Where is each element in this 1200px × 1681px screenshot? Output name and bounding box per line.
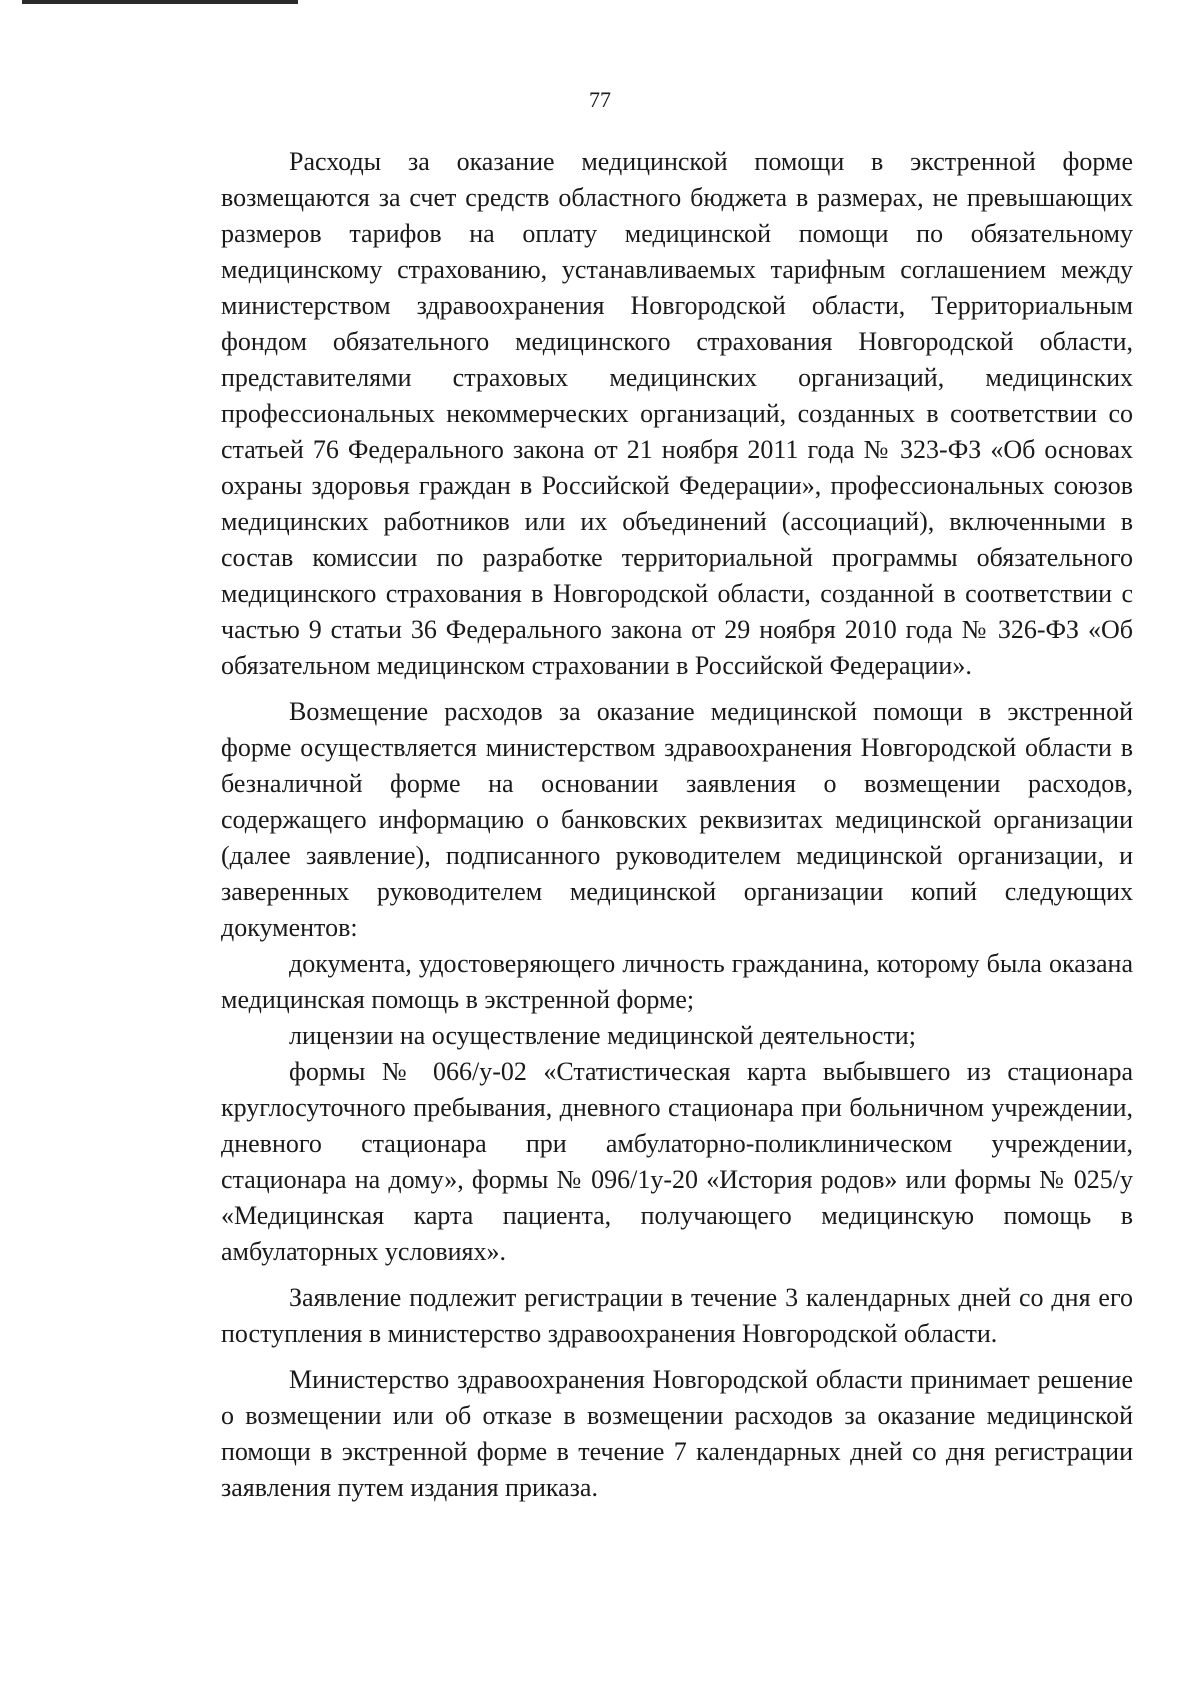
paragraph-registration: Заявление подлежит регистрации в течение 3 календарных дней со дня его поступления в министерство здравоохранения Новгородской области. (221, 1283, 1133, 1348)
list-item-identity-document: документа, удостоверяющего личность гражданина, которому была оказана медицинская помощь в экстренной форме; (221, 949, 1133, 1014)
paragraph-ministry-decision: Министерство здравоохранения Новгородской области принимает решение о возмещении или об отказе в возмещении расходов за оказание медицинской помощи в экстренной форме в течение 7 календарных дней со дня регистрации заявления путем издания приказа. (221, 1365, 1133, 1502)
list-item-medical-forms: формы № 066/у-02 «Статистическая карта выбывшего из стационара круглосуточного пребывания, дневного стационара при больничном учреждении, дневного стационара при амбулаторно-поликлиническом учреждении, стационара на дому», формы № 096/1у-20 «История родов» или формы № 025/у «Медицинская карта пациента, получающего медицинскую помощь в амбулаторных условиях». (221, 1057, 1133, 1266)
top-edge-rule (22, 0, 298, 4)
document-body (221, 144, 1133, 1506)
list-item-license: лицензии на осуществление медицинской деятельности; (289, 1021, 916, 1050)
page-number: 77 (589, 87, 611, 112)
paragraph-expense-reimbursement: Расходы за оказание медицинской помощи в экстренной форме возмещаются за счет средств областного бюджета в размерах, не превышающих размеров тарифов на оплату медицинской помощи по обязательному медицинскому страхованию, устанавливаемых тарифным соглашением между министерством здравоохранения Новгородской области, Территориальным фондом обязательного медицинского страхования Новгородской области, представителями страховых медицинских организаций, медицинских профессиональных некоммерческих организаций, созданных в соответствии со статьей 76 Федерального закона от 21 ноября 2011 года № 323-ФЗ «Об основах охраны здоровья граждан в Российской Федерации», профессиональных союзов медицинских работников или их объединений (ассоциаций), включенными в состав комиссии по разработке территориальной программы обязательного медицинского страхования в Новгородской области, созданной в соответствии с частью 9 статьи 36 Федерального закона от 29 ноября 2010 года № 326-ФЗ «Об обязательном медицинском страховании в Российской Федерации». (221, 147, 1133, 680)
paragraph-reimbursement-procedure: Возмещение расходов за оказание медицинской помощи в экстренной форме осуществляется министерством здравоохранения Новгородской области в безналичной форме на основании заявления о возмещении расходов, содержащего информацию о банковских реквизитах медицинской организации (далее заявление), подписанного руководителем медицинской организации, и заверенных руководителем медицинской организации копий следующих документов: (221, 697, 1133, 942)
